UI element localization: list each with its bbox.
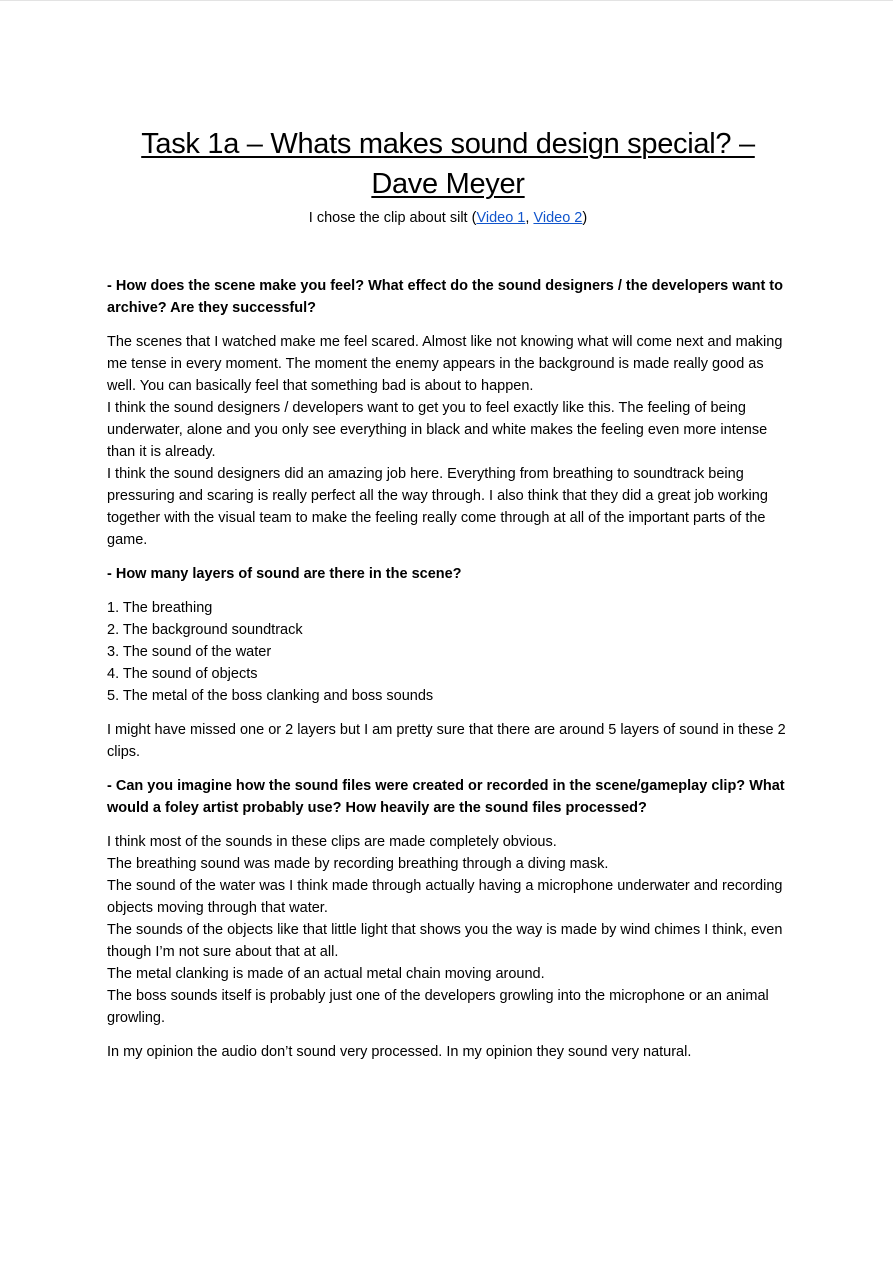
question-3-heading: - Can you imagine how the sound files were created or recorded in the scene/gameplay clip? What would a foley artist probably use? How heavily are the sound files processed? [107,778,785,816]
subtitle-line [107,207,789,229]
answer-3-paragraph-6: The boss sounds itself is probably just one of the developers growling into the microphone or an animal growling. [107,988,769,1026]
question-1-heading: - How does the scene make you feel? What effect do the sound designers / the developers want to archive? Are they successful? [107,278,783,316]
document-title: Task 1a – Whats makes sound design special? – Dave Meyer [141,128,755,200]
sound-layers-list [107,597,789,707]
answer-3-conclusion: In my opinion the audio don’t sound very processed. In my opinion they sound very natural. [107,1044,692,1060]
answer-1-paragraph-1: The scenes that I watched make me feel scared. Almost like not knowing what will come next and making me tense in every moment. The moment the enemy appears in the background is made really good as well. You can basically feel that something bad is about to happen. [107,334,783,394]
video-1-link[interactable]: Video 1 [476,210,526,226]
list-item: 3. The sound of the water [107,644,272,660]
answer-1-paragraph-3: I think the sound designers did an amazing job here. Everything from breathing to soundtrack being pressuring and scaring is really perfect all the way through. I also think that they did a great job working together with the visual team to make the feeling really come through at all of the important parts of the game. [107,466,768,548]
answer-1 [107,331,789,551]
document-page [107,124,789,1063]
video-2-link[interactable]: Video 2 [533,210,583,226]
answer-3 [107,831,789,1029]
page-top-border [0,0,893,1]
answer-3-paragraph-1: I think most of the sounds in these clips are made completely obvious. [107,834,557,850]
answer-3-paragraph-4: The sounds of the objects like that little light that shows you the way is made by wind chimes I think, even though I’m not sure about that at all. [107,922,783,960]
subtitle-suffix: ) [582,210,588,226]
list-item: 4. The sound of objects [107,666,258,682]
list-item: 1. The breathing [107,600,213,616]
question-2-heading: - How many layers of sound are there in the scene? [107,566,462,582]
answer-2-note: I might have missed one or 2 layers but I am pretty sure that there are around 5 layers of sound in these 2 clips. [107,722,786,760]
answer-3-paragraph-5: The metal clanking is made of an actual metal chain moving around. [107,966,545,982]
subtitle-prefix: I chose the clip about silt ( [308,210,477,226]
subtitle-separator: , [525,210,534,226]
answer-3-paragraph-3: The sound of the water was I think made through actually having a microphone underwater and recording objects moving through that water. [107,878,783,916]
answer-1-paragraph-2: I think the sound designers / developers want to get you to feel exactly like this. The feeling of being underwater, alone and you only see everything in black and white makes the feeling even more intense than it is already. [107,400,768,460]
answer-3-paragraph-2: The breathing sound was made by recording breathing through a diving mask. [107,856,609,872]
list-item: 2. The background soundtrack [107,622,303,638]
list-item: 5. The metal of the boss clanking and boss sounds [107,688,434,704]
